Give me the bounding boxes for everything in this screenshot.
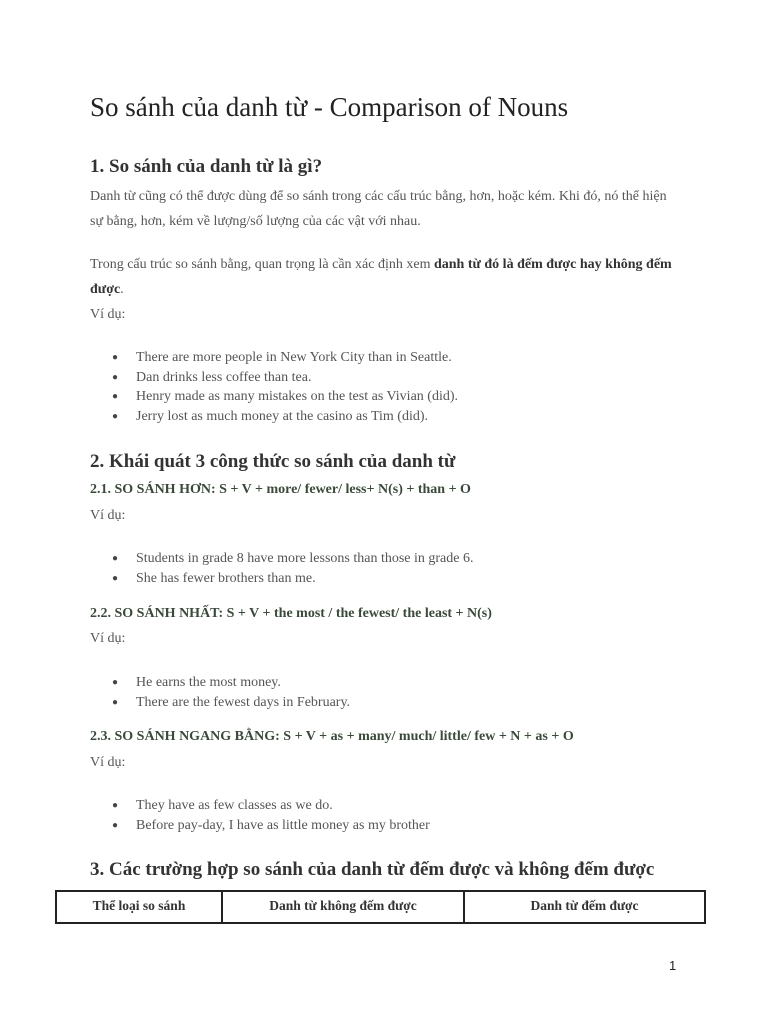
list-item: ● Dan drinks less coffee than tea. <box>112 368 458 388</box>
table-header-cell: Danh từ không đếm được <box>222 891 464 923</box>
list-item: ● Before pay-day, I have as little money as my brother <box>112 816 430 836</box>
para2-end-text: . <box>120 282 124 297</box>
comparison-table <box>55 890 706 924</box>
table-header-cell: Thể loại so sánh <box>56 891 222 923</box>
para2-bold-text: danh từ đó là đếm được hay không đếm được <box>90 257 672 297</box>
section1-paragraph: Danh từ cũng có thể được dùng để so sánh trong các cấu trúc bằng, hơn, hoặc kém. Khi đó, nó thể hiện sự bằng, hơn, kém về lượng/số lượng của các vật với nhau. <box>90 189 667 229</box>
subsection-2-2-heading: 2.2. SO SÁNH NHẤT: S + V + the most / the fewest/ the least + N(s) <box>90 606 492 621</box>
section1-heading: 1. So sánh của danh từ là gì? <box>90 156 323 177</box>
list-item: ● There are the fewest days in February. <box>112 693 350 713</box>
list-item: ● He earns the most money. <box>112 673 350 693</box>
list-item: ● There are more people in New York City than in Seattle. <box>112 348 458 368</box>
list-item: ● They have as few classes as we do. <box>112 796 430 816</box>
example-label: Ví dụ: <box>90 508 126 523</box>
example-label: Ví dụ: <box>90 631 126 646</box>
list-item: ● She has fewer brothers than me. <box>112 569 473 589</box>
example-label: Ví dụ: <box>90 755 126 770</box>
list-item: ● Students in grade 8 have more lessons than those in grade 6. <box>112 549 473 569</box>
section3-heading: 3. Các trường hợp so sánh của danh từ đếm được và không đếm được <box>90 859 655 880</box>
table-header-row <box>56 891 705 923</box>
section1-example-list <box>112 348 458 426</box>
para2-text: Trong cấu trúc so sánh bằng, quan trọng là cần xác định xem <box>90 257 434 272</box>
section2-heading: 2. Khái quát 3 công thức so sánh của danh từ <box>90 451 456 472</box>
page-title: So sánh của danh từ - Comparison of Nouns <box>90 92 569 122</box>
page-number: 1 <box>669 958 677 973</box>
list-item: ● Jerry lost as much money at the casino as Tim (did). <box>112 407 458 427</box>
subsection-2-1-heading: 2.1. SO SÁNH HƠN: S + V + more/ fewer/ less+ N(s) + than + O <box>90 482 471 497</box>
subsection-2-3-heading: 2.3. SO SÁNH NGANG BẰNG: S + V + as + many/ much/ little/ few + N + as + O <box>90 729 574 744</box>
subsection-2-2-example-list <box>112 673 350 712</box>
subsection-2-3-example-list <box>112 796 430 835</box>
table-header-cell: Danh từ đếm được <box>464 891 705 923</box>
section1-paragraph-2 <box>90 252 680 302</box>
example-label: Ví dụ: <box>90 307 126 322</box>
list-item: ● Henry made as many mistakes on the test as Vivian (did). <box>112 387 458 407</box>
subsection-2-1-example-list <box>112 549 473 588</box>
